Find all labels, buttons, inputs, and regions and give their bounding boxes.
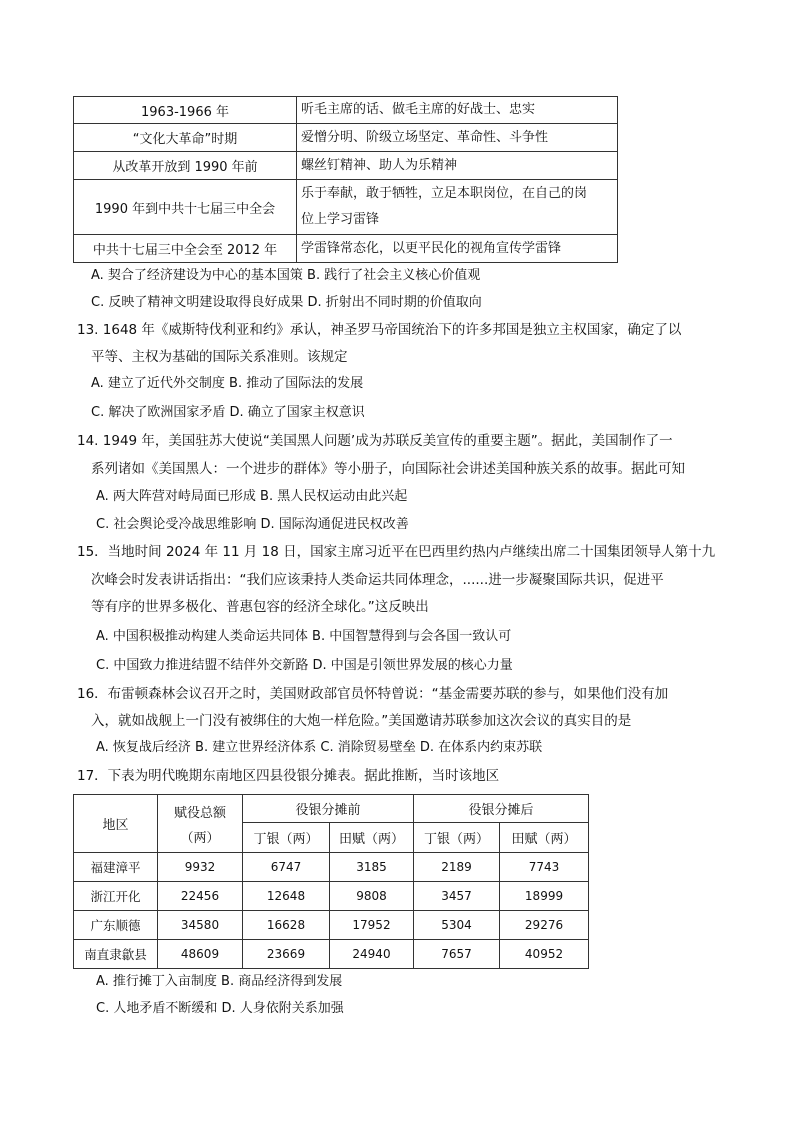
- header-tian-after: 田赋（两）: [500, 823, 589, 853]
- header-ding-before: 丁银（两）: [243, 823, 330, 853]
- tian-before-cell: 17952: [330, 911, 414, 940]
- table-header-row: [74, 795, 589, 823]
- period-cell: 从改革开放到 1990 年前: [74, 152, 297, 180]
- table-row: [74, 124, 618, 152]
- table-row: [74, 911, 589, 940]
- table-row: [74, 853, 589, 882]
- q13-stem-line: 13. 1648 年《威斯特伐利亚和约》承认，神圣罗马帝国统治下的许多邦国是独立主权国家，确定了以: [77, 322, 682, 338]
- header-region: 地区: [74, 795, 158, 853]
- q12-options-cd: C. 反映了精神文明建设取得良好成果 D. 折射出不同时期的价值取向: [91, 295, 482, 310]
- header-ding-after: 丁银（两）: [414, 823, 500, 853]
- header-before: 役银分摊前: [243, 795, 414, 823]
- table-row: [74, 152, 618, 180]
- tian-after-cell: 40952: [500, 940, 589, 969]
- ding-before-cell: 16628: [243, 911, 330, 940]
- ding-after-cell: 7657: [414, 940, 500, 969]
- period-cell: 1990 年到中共十七届三中全会: [74, 180, 297, 235]
- q14-options-ab: A. 两大阵营对峙局面已形成 B. 黑人民权运动由此兴起: [96, 489, 408, 504]
- table-row: [74, 180, 618, 235]
- content-cell: 螺丝钉精神、助人为乐精神: [297, 152, 618, 180]
- q13-options-cd: C. 解决了欧洲国家矛盾 D. 确立了国家主权意识: [91, 405, 365, 420]
- q17-options-ab: A. 推行摊丁入亩制度 B. 商品经济得到发展: [96, 974, 343, 989]
- header-tian-before: 田赋（两）: [330, 823, 414, 853]
- q13-options-ab: A. 建立了近代外交制度 B. 推动了国际法的发展: [91, 376, 364, 391]
- tian-before-cell: 24940: [330, 940, 414, 969]
- q15-stem-line: 15．当地时间 2024 年 11 月 18 日，国家主席习近平在巴西里约热内卢继续出席二十国集团领导人第十九: [77, 544, 716, 560]
- q17-options-cd: C. 人地矛盾不断缓和 D. 人身依附关系加强: [96, 1001, 344, 1016]
- q15-stem-line: 次峰会时发表讲话指出：“我们应该秉持人类命运共同体理念，......进一步凝聚国际共识，促进平: [91, 572, 664, 588]
- tian-after-cell: 18999: [500, 882, 589, 911]
- q16-stem-line: 16．布雷顿森林会议召开之时，美国财政部官员怀特曾说：“基金需要苏联的参与，如果他们没有加: [77, 686, 669, 702]
- content-cell: [297, 180, 618, 235]
- region-cell: 福建漳平: [74, 853, 158, 882]
- header-total: [158, 795, 243, 853]
- region-cell: 南直隶歙县: [74, 940, 158, 969]
- tian-before-cell: 3185: [330, 853, 414, 882]
- period-cell: 中共十七届三中全会至 2012 年: [74, 235, 297, 263]
- ding-before-cell: 6747: [243, 853, 330, 882]
- q17-stem-line: 17．下表为明代晚期东南地区四县役银分摊表。据此推断，当时该地区: [77, 768, 500, 784]
- total-cell: 22456: [158, 882, 243, 911]
- tian-before-cell: 9808: [330, 882, 414, 911]
- header-after: 役银分摊后: [414, 795, 589, 823]
- table-row: [74, 940, 589, 969]
- period-cell: 1963-1966 年: [74, 97, 297, 124]
- q15-stem-line: 等有序的世界多极化、普惠包容的经济全球化。”这反映出: [91, 599, 429, 615]
- header-total-line: 赋役总额: [173, 805, 226, 821]
- tian-after-cell: 29276: [500, 911, 589, 940]
- q16-options: A. 恢复战后经济 B. 建立世界经济体系 C. 消除贸易壁垒 D. 在体系内约束苏联: [96, 740, 543, 755]
- q16-stem-line: 入，就如战舰上一门没有被绑住的大炮一样危险。”美国邀请苏联参加这次会议的真实目的是: [91, 713, 632, 729]
- ding-after-cell: 2189: [414, 853, 500, 882]
- material-table-lei-feng: [73, 96, 618, 263]
- content-line: 位上学习雷锋: [301, 212, 380, 227]
- ding-before-cell: 12648: [243, 882, 330, 911]
- ding-after-cell: 3457: [414, 882, 500, 911]
- tian-after-cell: 7743: [500, 853, 589, 882]
- header-total-unit: （两）: [180, 830, 220, 846]
- q14-stem-line: 系列诸如《美国黑人：一个进步的群体》等小册子，向国际社会讲述美国种族关系的故事。据此可知: [91, 461, 685, 477]
- ding-before-cell: 23669: [243, 940, 330, 969]
- region-cell: 广东顺德: [74, 911, 158, 940]
- total-cell: 48609: [158, 940, 243, 969]
- content-line: 乐于奉献，敢于牺牲，立足本职岗位，在自己的岗: [301, 186, 588, 201]
- table-row: [74, 235, 618, 263]
- table-row: [74, 882, 589, 911]
- q13-stem-line: 平等、主权为基础的国际关系准则。该规定: [91, 349, 348, 365]
- region-cell: 浙江开化: [74, 882, 158, 911]
- tax-allocation-table: [73, 794, 589, 969]
- q14-stem-line: 14. 1949 年，美国驻苏大使说“美国黑人问题’成为苏联反美宣传的重要主题”。据此，美国制作了一: [77, 433, 673, 449]
- q15-options-ab: A. 中国积极推动构建人类命运共同体 B. 中国智慧得到与会各国一致认可: [96, 629, 512, 644]
- content-cell: 听毛主席的话、做毛主席的好战士、忠实: [297, 97, 618, 124]
- ding-after-cell: 5304: [414, 911, 500, 940]
- period-cell: “文化大革命”时期: [74, 124, 297, 152]
- q15-options-cd: C. 中国致力推进结盟不结伴外交新路 D. 中国是引领世界发展的核心力量: [96, 658, 513, 673]
- q14-options-cd: C. 社会舆论受冷战思维影响 D. 国际沟通促进民权改善: [96, 517, 409, 532]
- q12-options-ab: A. 契合了经济建设为中心的基本国策 B. 践行了社会主义核心价值观: [91, 268, 481, 283]
- total-cell: 9932: [158, 853, 243, 882]
- table-row: [74, 97, 618, 124]
- content-cell: 学雷锋常态化，以更平民化的视角宣传学雷锋: [297, 235, 618, 263]
- content-cell: 爱憎分明、阶级立场坚定、革命性、斗争性: [297, 124, 618, 152]
- total-cell: 34580: [158, 911, 243, 940]
